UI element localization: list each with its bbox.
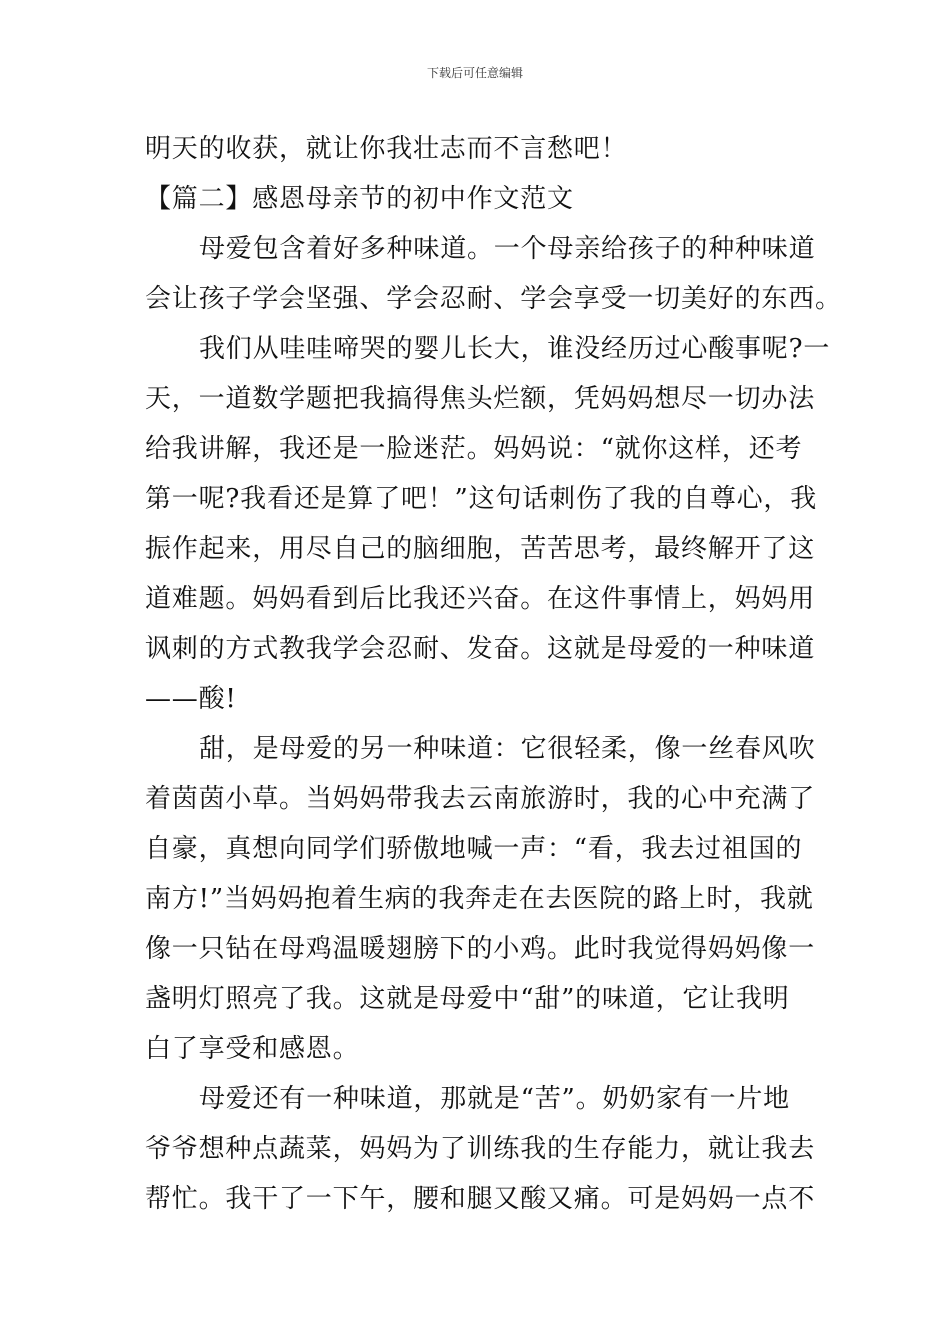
- paragraph-start-line: 母爱还有一种味道，那就是“苦”。奶奶家有一片地: [199, 1084, 790, 1114]
- paragraph-start-line: 甜，是母爱的另一种味道：它很轻柔，像一丝春风吹: [199, 734, 816, 764]
- text-line: 第一呢?我看还是算了吧！”这句话刺伤了我的自尊心，我: [145, 484, 818, 514]
- text-line: ——酸!: [145, 684, 237, 714]
- page-header: 下载后可任意编辑: [426, 66, 523, 80]
- section-title: 【篇二】感恩母亲节的初中作文范文: [145, 184, 574, 214]
- text-line: 明天的收获，就让你我壮志而不言愁吧！: [145, 134, 628, 164]
- text-line: 给我讲解，我还是一脸迷茫。妈妈说：“就你这样，还考: [145, 434, 803, 464]
- text-line: 振作起来，用尽自己的脑细胞，苦苦思考，最终解开了这: [145, 534, 816, 564]
- text-line: 南方!”当妈妈抱着生病的我奔走在去医院的路上时，我就: [145, 884, 814, 914]
- text-line: 讽刺的方式教我学会忍耐、发奋。这就是母爱的一种味道: [145, 634, 816, 664]
- document-body: [145, 124, 842, 1224]
- text-line: 盏明灯照亮了我。这就是母爱中“甜”的味道，它让我明: [145, 984, 790, 1014]
- paragraph-start-line: 我们从哇哇啼哭的婴儿长大，谁没经历过心酸事呢?一: [199, 334, 831, 364]
- text-line: 白了享受和感恩。: [145, 1034, 360, 1064]
- text-line: 会让孩子学会坚强、学会忍耐、学会享受一切美好的东西。: [145, 284, 842, 314]
- text-line: 道难题。妈妈看到后比我还兴奋。在这件事情上，妈妈用: [145, 584, 816, 614]
- text-line: 自豪，真想向同学们骄傲地喊一声：“看，我去过祖国的: [145, 834, 803, 864]
- text-line: 天，一道数学题把我搞得焦头烂额，凭妈妈想尽一切办法: [145, 384, 816, 414]
- text-line: 着茵茵小草。当妈妈带我去云南旅游时，我的心中充满了: [145, 784, 816, 814]
- text-line: 像一只钻在母鸡温暖翅膀下的小鸡。此时我觉得妈妈像一: [145, 934, 816, 964]
- paragraph-start-line: 母爱包含着好多种味道。一个母亲给孩子的种种味道: [199, 234, 816, 264]
- text-line: 爷爷想种点蔬菜，妈妈为了训练我的生存能力，就让我去: [145, 1134, 816, 1164]
- text-line: 帮忙。我干了一下午，腰和腿又酸又痛。可是妈妈一点不: [145, 1184, 816, 1214]
